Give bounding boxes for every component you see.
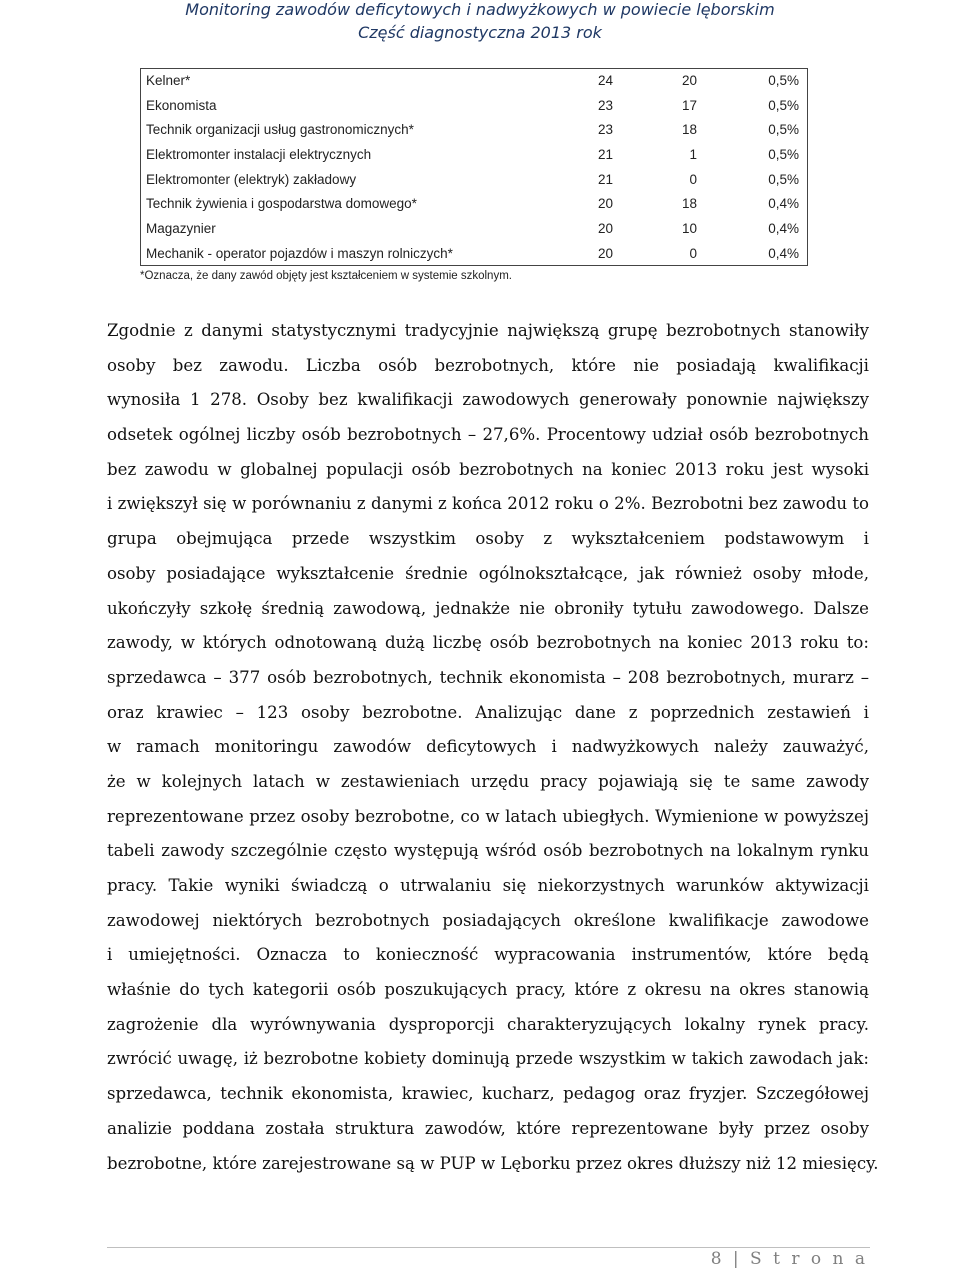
count-other: 18: [681, 196, 697, 212]
occupation-name: Elektromonter (elektryk) zakładowy: [146, 171, 357, 187]
body-paragraph: [107, 314, 879, 1181]
percent-share: 0,4%: [768, 245, 799, 261]
count-registered: 20: [597, 196, 613, 212]
occupation-name: Mechanik - operator pojazdów i maszyn rolniczych*: [146, 245, 453, 261]
percent-share: 0,5%: [768, 146, 799, 162]
count-other: 17: [681, 97, 697, 113]
header-title: Monitoring zawodów deficytowych i nadwyżkowych w powiecie lęborskim: [185, 0, 775, 19]
paragraph-line: zwrócić uwagę, iż bezrobotne kobiety dominują przede wszystkim w takich zawodach jak:: [107, 1049, 869, 1069]
paragraph-line: i umiejętności. Oznacza to konieczność wypracowania instrumentów, które będą: [107, 945, 869, 965]
table-row: [140, 117, 808, 142]
count-other: 18: [681, 122, 697, 138]
paragraph-line: zawody, w których odnotowaną dużą liczbę osób bezrobotnych na koniec 2013 roku to:: [107, 633, 869, 653]
paragraph-line: i zwiększył się w porównaniu z danymi z końca 2012 roku o 2%. Bezrobotni bez zawodu to: [107, 494, 869, 514]
paragraph-line: zagrożenie dla wyrównywania dysproporcji charakteryzujących lokalny rynek pracy.: [107, 1014, 869, 1034]
percent-share: 0,4%: [768, 220, 799, 236]
paragraph-line: właśnie do tych kategorii osób poszukujących pracy, które z okresu na okres stanowią: [107, 980, 869, 1000]
count-registered: 21: [597, 171, 613, 187]
count-registered: 20: [597, 220, 613, 236]
count-registered: 20: [597, 245, 613, 261]
paragraph-line: oraz krawiec – 123 osoby bezrobotne. Analizując dane z poprzednich zestawień i: [107, 702, 869, 722]
percent-share: 0,5%: [768, 97, 799, 113]
paragraph-line: osoby posiadające wykształcenie średnie ogólnokształcące, jak również osoby młode,: [107, 563, 869, 583]
percent-share: 0,5%: [768, 122, 799, 138]
count-other: 1: [689, 146, 697, 162]
paragraph-line: analizie poddana została struktura zawodów, które reprezentowane były przez osoby: [107, 1118, 869, 1138]
paragraph-line: sprzedawca, technik ekonomista, krawiec, kucharz, pedagog oraz fryzjer. Szczegółowej: [107, 1084, 869, 1104]
page-number: 8 | S t r o n a: [710, 1249, 868, 1269]
count-other: 0: [689, 171, 697, 187]
header-subtitle: Część diagnostyczna 2013 rok: [358, 23, 602, 42]
paragraph-line: ukończyły szkołę średnią zawodową, jednakże nie obroniły tytułu zawodowego. Dalsze: [107, 598, 869, 618]
count-other: 20: [681, 72, 697, 88]
paragraph-line: odsetek ogólnej liczby osób bezrobotnych – 27,6%. Procentowy udział osób bezrobotnych: [107, 425, 869, 445]
paragraph-line: pracy. Takie wyniki świadczą o utrwalaniu się niekorzystnych warunków aktywizacji: [107, 876, 869, 895]
percent-share: 0,5%: [768, 72, 799, 88]
paragraph-line: reprezentowane przez osoby bezrobotne, co w latach ubiegłych. Wymienione w powyższej: [107, 806, 869, 826]
occupation-name: Technik żywienia i gospodarstwa domowego*: [146, 196, 417, 212]
paragraph-line: wynosiła 1 278. Osoby bez kwalifikacji zawodowych generowały ponownie największy: [107, 390, 869, 410]
occupation-name: Magazynier: [146, 220, 216, 236]
count-other: 0: [689, 245, 697, 261]
paragraph-line: Zgodnie z danymi statystycznymi tradycyjnie największą grupę bezrobotnych stanowiły: [107, 321, 869, 340]
occupation-name: Ekonomista: [146, 97, 217, 113]
paragraph-line: że w kolejnych latach w zestawieniach urzędu pracy pojawiają się te same zawody: [107, 771, 869, 791]
paragraph-line: osoby bez zawodu. Liczba osób bezrobotnych, które nie posiadają kwalifikacji: [107, 355, 869, 375]
count-other: 10: [681, 220, 697, 236]
table-row: [140, 241, 808, 266]
table-row: [140, 142, 808, 167]
table-row: [140, 68, 808, 93]
table-row: [140, 167, 808, 192]
count-registered: 21: [597, 146, 613, 162]
paragraph-line: tabeli zawody szczególnie często występują wśród osób bezrobotnych na lokalnym rynku: [107, 841, 869, 861]
percent-share: 0,4%: [768, 196, 799, 212]
count-registered: 24: [597, 72, 613, 88]
paragraph-line: bez zawodu w globalnej populacji osób bezrobotnych na koniec 2013 roku jest wysoki: [107, 459, 869, 479]
paragraph-line: w ramach monitoringu zawodów deficytowych i nadwyżkowych należy zauważyć,: [107, 737, 869, 757]
occupation-name: Elektromonter instalacji elektrycznych: [146, 146, 372, 162]
table-footnote: *Oznacza, że dany zawód objęty jest kształceniem w systemie szkolnym.: [140, 270, 512, 282]
occupation-name: Technik organizacji usług gastronomicznych*: [146, 122, 414, 138]
count-registered: 23: [597, 122, 613, 138]
table-row: [140, 191, 808, 216]
occupation-name: Kelner*: [146, 72, 191, 88]
table-row: [140, 216, 808, 241]
paragraph-line: bezrobotne, które zarejestrowane są w PUP w Lęborku przez okres dłuższy niż 12 miesięcy.: [107, 1153, 879, 1173]
occupation-table: [140, 68, 808, 266]
table-row: [140, 93, 808, 118]
count-registered: 23: [597, 97, 613, 113]
paragraph-line: sprzedawca – 377 osób bezrobotnych, technik ekonomista – 208 bezrobotnych, murarz –: [107, 667, 869, 687]
footer-divider: [107, 1247, 870, 1248]
paragraph-line: grupa obejmująca przede wszystkim osoby z wykształceniem podstawowym i: [107, 529, 869, 549]
paragraph-line: zawodowej niektórych bezrobotnych posiadających określone kwalifikacje zawodowe: [107, 910, 869, 930]
percent-share: 0,5%: [768, 171, 799, 187]
